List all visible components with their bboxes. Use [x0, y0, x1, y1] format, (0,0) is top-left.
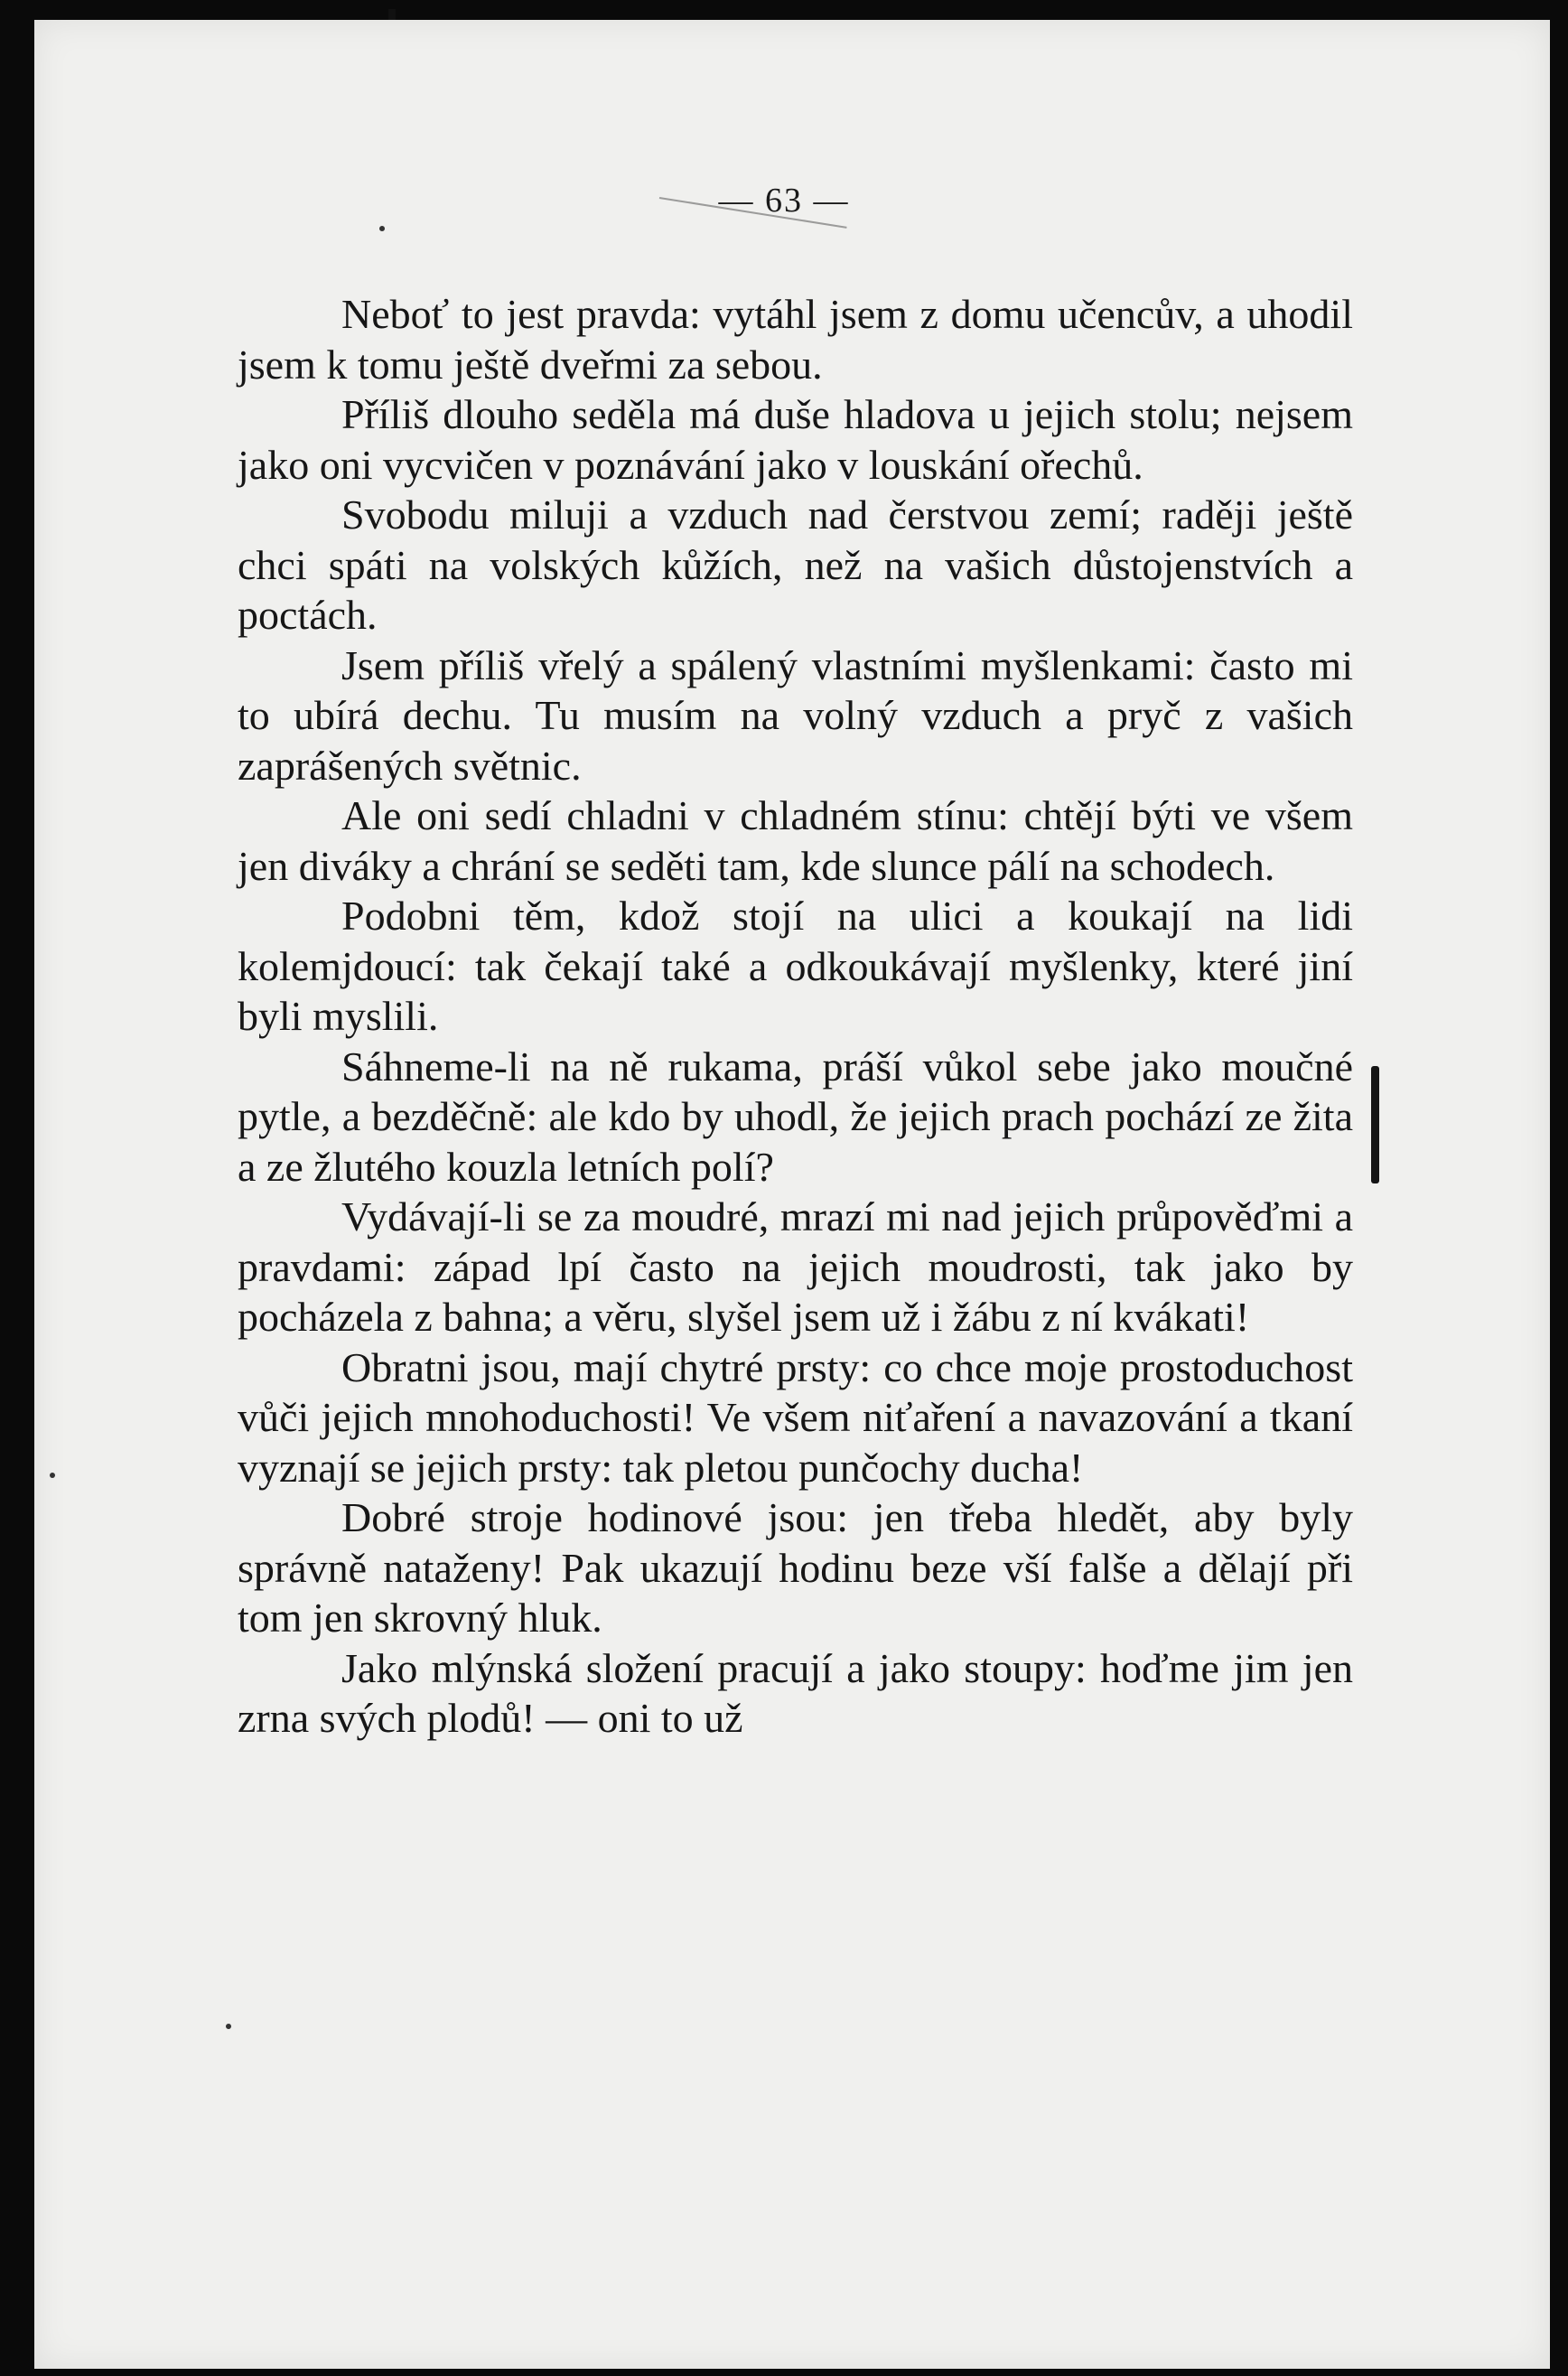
paragraph-2: Příliš dlouho seděla má duše hladova u jejich stolu; nejsem jako oni vycvičen v poznávání jako v louskání ořechů.: [238, 391, 1353, 488]
paragraph-10: Dobré stroje hodinové jsou: jen třeba hledět, aby byly správně nataženy! Pak ukazují hodinu beze vší falše a dělají při tom jen skrovný hluk.: [238, 1494, 1353, 1641]
paragraph-1: Neboť to jest pravda: vytáhl jsem z domu učencův, a uhodil jsem k tomu ještě dveřmi za sebou.: [238, 291, 1353, 388]
scan-speck: [226, 2024, 231, 2029]
paragraph-8: Vydávají-li se za moudré, mrazí mi nad jejich průpověďmi a pravdami: západ lpí často na jejich moudrosti, tak jako by pocházela z bahna; a věru, slyšel jsem už i žábu z ní kvákati!: [238, 1193, 1353, 1340]
paragraph-4: Jsem příliš vřelý a spálený vlastními myšlenkami: často mi to ubírá dechu. Tu musím na volný vzduch a pryč z vašich zaprášených světnic.: [238, 641, 1353, 789]
paragraph-7: Sáhneme-li na ně rukama, práší vůkol sebe jako moučné pytle, a bezděčně: ale kdo by uhodl, že jejich prach pochází ze žita a ze žlutého kouzla letních polí?: [238, 1043, 1353, 1190]
scan-speck: [50, 1473, 55, 1478]
paragraph-11: Jako mlýnská složení pracují a jako stoupy: hoďme jim jen zrna svých plodů! — oni to už: [238, 1644, 1353, 1741]
page-number: — 63 —: [718, 182, 850, 220]
paragraph-5: Ale oni sedí chladni v chladném stínu: chtějí býti ve všem jen diváky a chrání se seděti tam, kde slunce pálí na schodech.: [238, 792, 1353, 889]
paragraph-6: Podobni těm, kdož stojí na ulici a koukají na lidi kolemjdoucí: tak čekají také a odkoukávají myšlenky, které jiní byli myslili.: [238, 893, 1353, 1039]
margin-mark: [1371, 1066, 1379, 1183]
paragraph-9: Obratni jsou, mají chytré prsty: co chce moje prostoduchost vůči jejich mnohoduchosti! Ve všem niťaření a navazování a tkaní vyznají se jejich prsty: tak pletou punčochy ducha!: [238, 1343, 1353, 1491]
paragraph-3: Svobodu miluji a vzduch nad čerstvou zemí; raději ještě chci spáti na volských kůžích, než na vašich důstojenstvích a poctách.: [238, 491, 1353, 638]
scan-speck: [379, 226, 385, 231]
body-text: [238, 289, 1353, 1744]
